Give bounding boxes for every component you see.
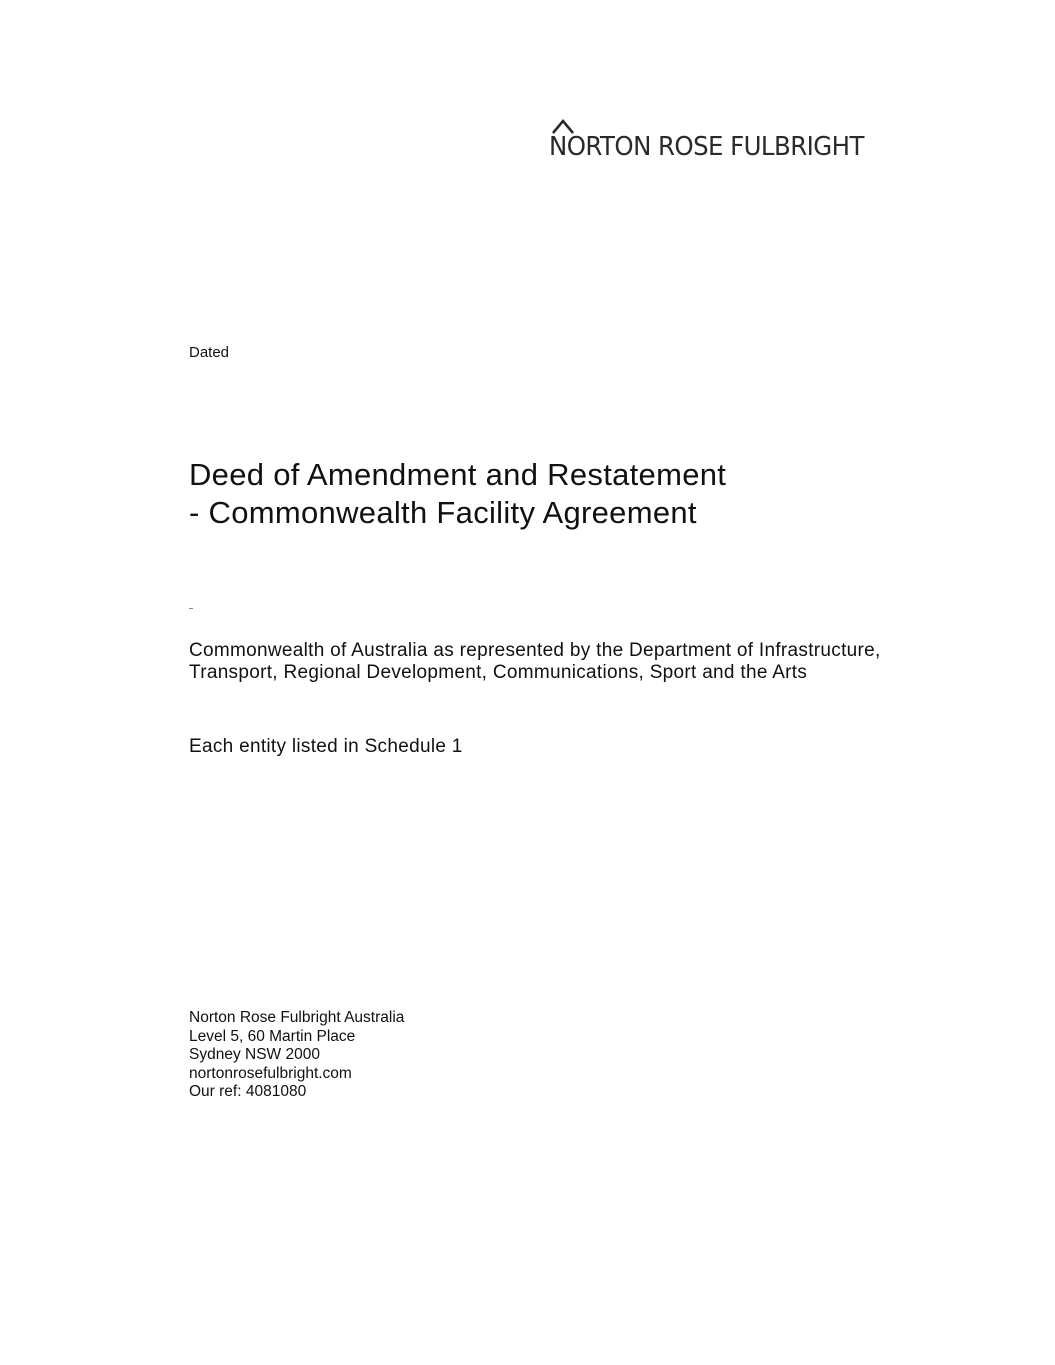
firm-address-line-2: Sydney NSW 2000 bbox=[189, 1046, 320, 1063]
firm-website: nortonrosefulbright.com bbox=[189, 1064, 352, 1082]
party-2: Each entity listed in Schedule 1 bbox=[189, 736, 463, 757]
document-title-line-2: - Commonwealth Facility Agreement bbox=[189, 495, 697, 530]
firm-address-line-1: Level 5, 60 Martin Place bbox=[189, 1027, 356, 1045]
firm-logo bbox=[549, 118, 909, 168]
firm-name: Norton Rose Fulbright Australia bbox=[189, 1009, 405, 1026]
document-title-line-1: Deed of Amendment and Restatement bbox=[189, 457, 727, 492]
separator-mark bbox=[189, 608, 193, 609]
party-1: Commonwealth of Australia as represented by the Department of Infrastructure, Transport, Regional Development, Communications, Sport and the Arts bbox=[189, 640, 881, 683]
logo-wordmark: NORTON ROSE FULBRIGHT bbox=[549, 132, 864, 162]
firm-address-block bbox=[189, 1009, 404, 1102]
document-title bbox=[189, 456, 726, 532]
dated-label: Dated bbox=[189, 344, 230, 361]
firm-reference: Our ref: 4081080 bbox=[189, 1083, 307, 1100]
